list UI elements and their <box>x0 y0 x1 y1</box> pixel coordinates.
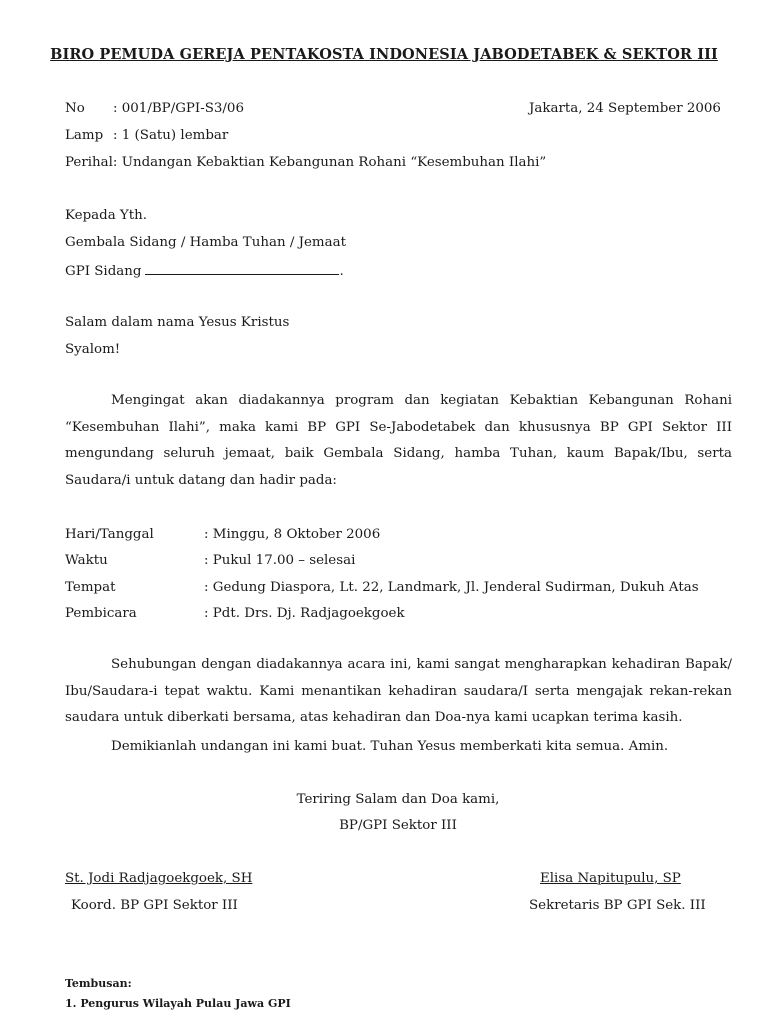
cc-heading: Tembusan: <box>65 977 132 990</box>
reference-number-value: : 001/BP/GPI-S3/06 <box>113 101 244 116</box>
detail-value: : Minggu, 8 Oktober 2006 <box>204 527 381 542</box>
right-signatory-name: Elisa Napitupulu, SP <box>540 871 681 886</box>
body-paragraph-2: Sehubungan dengan diadakannya acara ini, kami sangat mengharapkan kehadiran Bapak/ Ibu/Saudara-i tepat waktu. Kami menantikan kehadiran saudara/I serta mengajak rekan-rekan saudara untuk diberkati bersama, atas kehadiran dan Doa-nya kami ucapkan terima kasih. <box>65 657 732 725</box>
subject-row <box>65 155 546 170</box>
body-paragraph-3: Demikianlah undangan ini kami buat. Tuhan Yesus memberkati kita semua. Amin. <box>111 739 669 754</box>
recipient-period: . <box>339 264 344 279</box>
detail-row-date <box>65 527 380 542</box>
left-signatory-title: Koord. BP GPI Sektor III <box>71 898 238 913</box>
place-date: Jakarta, 24 September 2006 <box>529 101 721 116</box>
detail-row-place <box>65 580 699 595</box>
detail-value: : Pdt. Drs. Dj. Radjagoekgoek <box>204 606 405 621</box>
subject-value: : Undangan Kebaktian Kebangunan Rohani “Kesembuhan Ilahi” <box>112 155 547 170</box>
detail-label: Tempat <box>65 580 116 595</box>
closing-line-1: Teriring Salam dan Doa kami, <box>296 792 500 807</box>
recipient-line-2: Gembala Sidang / Hamba Tuhan / Jemaat <box>65 235 346 250</box>
recipient-line-1: Kepada Yth. <box>65 208 148 223</box>
left-signatory-name: St. Jodi Radjagoekgoek, SH <box>65 871 253 886</box>
body-paragraph-1: Mengingat akan diadakannya program dan kegiatan Kebaktian Kebangunan Rohani “Kesembuhan Ilahi”, maka kami BP GPI Se-Jabodetabek dan khususnya BP GPI Sektor III mengundang seluruh jemaat, baik Gembala Sidang, hamba Tuhan, kaum Bapak/Ibu, serta Saudara/i untuk datang dan hadir pada: <box>65 393 732 488</box>
reference-number-label: No <box>65 101 85 116</box>
cc-item: 1. Pengurus Wilayah Pulau Jawa GPI <box>65 997 291 1010</box>
detail-value: : Pukul 17.00 – selesai <box>204 553 356 568</box>
recipient-church-label: GPI Sidang <box>65 264 142 279</box>
detail-value: : Gedung Diaspora, Lt. 22, Landmark, Jl. Jenderal Sudirman, Dukuh Atas <box>204 580 699 595</box>
greeting-line-2: Syalom! <box>65 342 121 357</box>
greeting-line-1: Salam dalam nama Yesus Kristus <box>65 315 290 330</box>
closing-line-2: BP/GPI Sektor III <box>339 818 457 833</box>
detail-label: Pembicara <box>65 606 137 621</box>
attachment-value: : 1 (Satu) lembar <box>113 128 229 143</box>
letter-title: BIRO PEMUDA GEREJA PENTAKOSTA INDONESIA JABODETABEK & SEKTOR III <box>50 46 718 63</box>
right-signatory-title: Sekretaris BP GPI Sek. III <box>529 898 706 913</box>
reference-number-row <box>65 101 244 116</box>
attachment-row <box>65 128 228 143</box>
detail-label: Hari/Tanggal <box>65 527 154 542</box>
recipient-blank-line <box>145 262 339 275</box>
subject-label: Perihal <box>65 155 113 170</box>
recipient-line-3 <box>65 262 344 279</box>
detail-row-speaker <box>65 606 405 621</box>
attachment-label: Lamp <box>65 128 104 143</box>
detail-label: Waktu <box>65 553 108 568</box>
detail-row-time <box>65 553 355 568</box>
